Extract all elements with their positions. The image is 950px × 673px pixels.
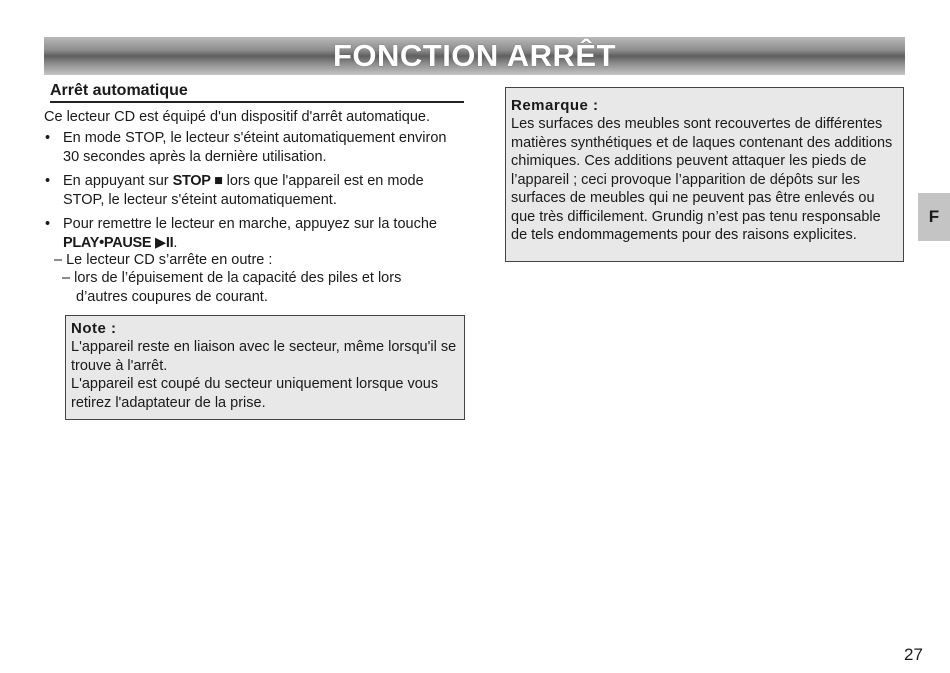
list-item: • Pour remettre le lecteur en marche, appuyez sur la touche PLAY•PAUSE ▶II. bbox=[45, 216, 437, 251]
remark-box bbox=[505, 87, 904, 262]
note-title: Note : bbox=[71, 320, 117, 337]
play-pause-key-label: PLAY•PAUSE ▶II bbox=[63, 234, 174, 251]
note-paragraph: L'appareil reste en liaison avec le secteur, même lorsqu'il se trouve à l'arrêt. bbox=[71, 339, 457, 374]
bullet-icon: • bbox=[45, 173, 51, 189]
bullet-icon: • bbox=[45, 130, 51, 146]
dash-line: – Le lecteur CD s’arrête en outre : bbox=[54, 252, 273, 268]
intro-paragraph: Ce lecteur CD est équipé d'un dispositif d'arrêt automatique. bbox=[44, 109, 430, 125]
dash-sub-item: – lors de l’épuisement de la capacité des piles et lors d’autres coupures de courant. bbox=[62, 270, 402, 305]
stop-key-label: STOP ■ bbox=[172, 173, 223, 189]
page-number: 27 bbox=[904, 645, 923, 664]
bullet-icon: • bbox=[45, 216, 51, 232]
note-box bbox=[65, 315, 465, 420]
list-item: • En appuyant sur STOP ■ lors que l'appareil est en mode STOP, le lecteur s'éteint automatiquement. bbox=[45, 173, 424, 208]
remark-paragraph: Les surfaces des meubles sont recouvertes de différentes matières synthétiques et de laques contenant des additions chimiques. Ces additions peuvent attaquer les pieds de l’appareil ; ceci provoque l’apparition de dépôts sur les surfaces de meubles qui ne peuvent pas être enlevés ou que très difficilement. Grundig n’est pas tenu responsable de tels endommagements pour des raisons explicites. bbox=[511, 116, 893, 243]
bullet-list bbox=[44, 129, 464, 254]
note-paragraph: L'appareil est coupé du secteur uniquement lorsque vous retirez l'adaptateur de la prise. bbox=[71, 376, 439, 411]
list-item: • En mode STOP, le lecteur s'éteint automatiquement environ 30 secondes après la dernière utilisation. bbox=[45, 130, 447, 165]
title-banner bbox=[44, 37, 905, 75]
page-title: FONCTION ARRÊT bbox=[332, 38, 617, 73]
section-heading: Arrêt automatique bbox=[50, 82, 464, 103]
language-tab: F bbox=[918, 193, 950, 241]
remark-title: Remarque : bbox=[511, 97, 599, 114]
